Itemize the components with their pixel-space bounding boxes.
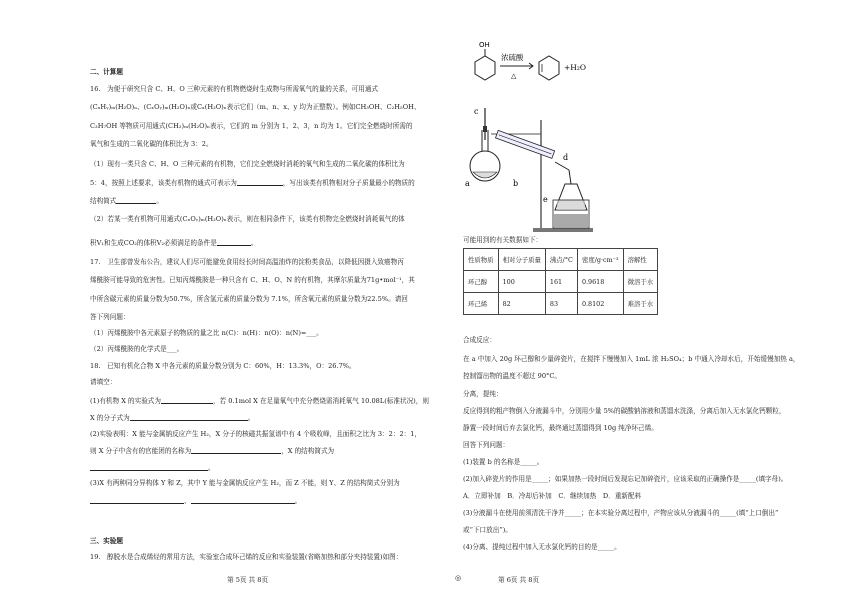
q17-line-4: 答下列问题： bbox=[90, 313, 130, 321]
apparatus-diagram bbox=[463, 90, 613, 240]
q17-line-5: （1）丙烯酰胺中各元素原子的物质的量之比 n(C)：n(H)：n(O)：n(N)=___。 bbox=[90, 329, 323, 337]
question-3-line-1: (3)分液漏斗在使用前须清洗干净并_____；在本实验分离过程中，产物应该从分液漏斗的_____(填“上口倒出” bbox=[463, 509, 779, 517]
th-boiling-point: 沸点/°C bbox=[545, 249, 577, 271]
page-footer-right: 第 6页 共 8页 bbox=[498, 576, 540, 584]
purify-line-1: 反应得到的粗产物倒入分液漏斗中，分别用少量 5%的碳酸钠溶液和蒸馏水洗涤，分离后加入无水氯化钙颗粒， bbox=[463, 407, 786, 415]
section-experiment-title: 三、实验题 bbox=[90, 537, 123, 545]
condenser-b bbox=[495, 130, 554, 158]
table-header-row bbox=[464, 249, 658, 271]
th-substance: 性质物质 bbox=[464, 249, 499, 271]
oh-label: OH bbox=[479, 41, 490, 49]
q16-line-5: （1）现有一类只含 C、H、O 三种元素的有机物，它们完全燃烧时消耗的氧气和生成的二氧化碳的体积比为 bbox=[90, 160, 405, 168]
receiver-e bbox=[555, 184, 587, 210]
q17-line-6: （2）丙烯酰胺的化学式是___。 bbox=[90, 345, 184, 353]
cyclohexene-structure bbox=[539, 56, 559, 80]
q18-line-6: 则 X 分子中含有的官能团的名称为 ，X 的结构简式为 bbox=[90, 447, 335, 455]
section-calc-title: 二、计算题 bbox=[90, 68, 123, 76]
cyclohexanol-structure bbox=[475, 41, 495, 80]
q18-line-1: 18. 已知有机化合物 X 中各元素的质量分数分别为 C：60%，H：13.3%，O：26.7%。 bbox=[90, 362, 356, 370]
th-molar-mass: 相对分子质量 bbox=[498, 249, 545, 271]
answer-prompt: 回答下列问题： bbox=[463, 441, 510, 449]
label-d: d bbox=[563, 153, 569, 162]
water-product: +H₂O bbox=[564, 63, 586, 72]
q18-line-3: (1)有机物 X 的实验式为 ，若 0.1mol X 在足量氧气中充分燃烧需消耗氧气 10.08L(标准状况)，则 bbox=[90, 397, 429, 405]
question-1: (1)装置 b 的名称是_____。 bbox=[463, 458, 544, 466]
label-a: a bbox=[465, 179, 470, 188]
q16-line-6: 5：4，按照上述要求，该类有机物的通式可表示为 ，写出该类有机物相对分子质量最小的物质的 bbox=[90, 179, 415, 187]
purify-line-2: 静置一段时间后弃去氯化钙，最终通过蒸馏得到 10g 纯净环己烯。 bbox=[463, 424, 658, 432]
q16-line-1: 16. 为便于研究只含 C、H、O 三种元素的有机物燃烧时生成物与所需氧气的量的关系，可用通式 bbox=[90, 85, 379, 93]
synthesis-line-2: 控制馏出物的温度不超过 90°C。 bbox=[463, 372, 561, 380]
q17-line-1: 17. 卫生部曾发布公告，建议人们尽可能避免食用经长时间高温油炸的淀粉类食品，以降低因摄入致癌物丙 bbox=[90, 258, 404, 266]
th-density: 密度/g·cm⁻³ bbox=[577, 249, 623, 271]
q18-line-9: 、 。 bbox=[90, 496, 301, 506]
label-e: e bbox=[543, 195, 548, 204]
binding-mark: ◎ bbox=[455, 574, 462, 582]
adapter-d bbox=[555, 162, 569, 170]
q16-line-3: C₃H₇OH 等物质可用通式(CH₂)ₘ(H₂O)ₙ表示，它们的 m 分别为 1、2、3，n 均为 1。它们完全燃烧时所需的 bbox=[90, 122, 413, 130]
q18-line-5: (2)实验表明：X 能与金属钠反应产生 H₂，X 分子的核磁共振氢谱中有 4 个吸收峰，且面积之比为 3：2：2：1， bbox=[90, 430, 422, 438]
q17-line-3: 中所含碳元素的质量分数为50.7%，所含氢元素的质量分数为 7.1%，所含氧元素的质量分数为22.5%。请回 bbox=[90, 295, 408, 303]
data-table bbox=[463, 248, 658, 315]
label-b: b bbox=[513, 179, 519, 188]
question-2: (2)加入碎瓷片的作用是_____；如果加热一段时间后发现忘记加碎瓷片，应该采取的正确操作是_____(填字母)。 bbox=[463, 475, 788, 483]
label-c: c bbox=[474, 107, 479, 116]
question-2-options: A．立即补加 B．冷却后补加 C．继续加热 D．重新配料 bbox=[463, 492, 642, 500]
q19-intro: 19. 醇脱水是合成烯烃的常用方法，实验室合成环己烯的反应和实验装置(省略加热和部分夹持装置)如图： bbox=[90, 553, 403, 561]
q18-line-2: 请填空： bbox=[90, 378, 117, 386]
synthesis-line-1: 在 a 中加入 20g 环己醇和少量碎瓷片，在搅拌下慢慢加入 1mL 浓 H₂SO₄；b 中通入冷却水后，开始缓慢加热 a， bbox=[463, 355, 800, 363]
synthesis-title: 合成反应： bbox=[463, 336, 496, 344]
condition-bottom: △ bbox=[511, 72, 517, 80]
q16-line-9: 积V₁和生成CO₂的体积V₂必须满足的条件是 。 bbox=[90, 239, 258, 247]
q18-line-4: X 的分子式为 。 bbox=[90, 414, 255, 422]
page-footer-left: 第 5页 共 8页 bbox=[227, 576, 269, 584]
q16-line-4: 氧气和生成的二氧化碳的体积比为 3：2。 bbox=[90, 140, 213, 148]
q16-line-7: 结构简式 。 bbox=[90, 197, 163, 205]
th-solubility: 溶解性 bbox=[623, 249, 658, 271]
question-3-line-2: 或“下口放出”)。 bbox=[463, 526, 512, 534]
table-row: 环己醇 100 161 0.9618 微溶于水 bbox=[464, 271, 658, 293]
table-intro: 可能用到的有关数据如下： bbox=[463, 236, 543, 244]
q16-line-2: (CₓHᵧ)ₘ(H₂O)ₙ、(CₓOᵧ)ₘ(H₂O)ₙ或Cₓ(H₂O)ₙ表示它们（m、n、x、y 均为正整数）。例如CH₃OH、C₂H₅OH、 bbox=[90, 103, 421, 111]
q18-line-8: (3)X 有两种同分异构体 Y 和 Z，其中 Y 能与金属钠反应产生 H₂，而 Z 不能，则 Y、Z 的结构简式分别为 bbox=[90, 479, 400, 487]
table-row: 环己烯 82 83 0.8102 难溶于水 bbox=[464, 293, 658, 315]
question-4: (4)分离、提纯过程中加入无水氯化钙的目的是_____。 bbox=[463, 543, 621, 551]
q16-line-8: （2）若某一类有机物可用通式(CₓOᵧ)ₘ(H₂O)ₙ表示，则在相同条件下，该类有机物完全燃烧时消耗氧气的体 bbox=[90, 215, 405, 223]
condition-top: 浓硫酸 bbox=[501, 53, 524, 62]
q17-line-2: 烯酰胺可能导致的危害性。已知丙烯酰胺是一种只含有 C、H、O、N 的有机物，其摩尔质量为71g•mol⁻¹，其 bbox=[90, 276, 415, 284]
q18-line-7: 。 bbox=[90, 463, 215, 473]
reaction-equation bbox=[463, 38, 613, 86]
purify-title: 分离，提纯： bbox=[463, 390, 503, 398]
